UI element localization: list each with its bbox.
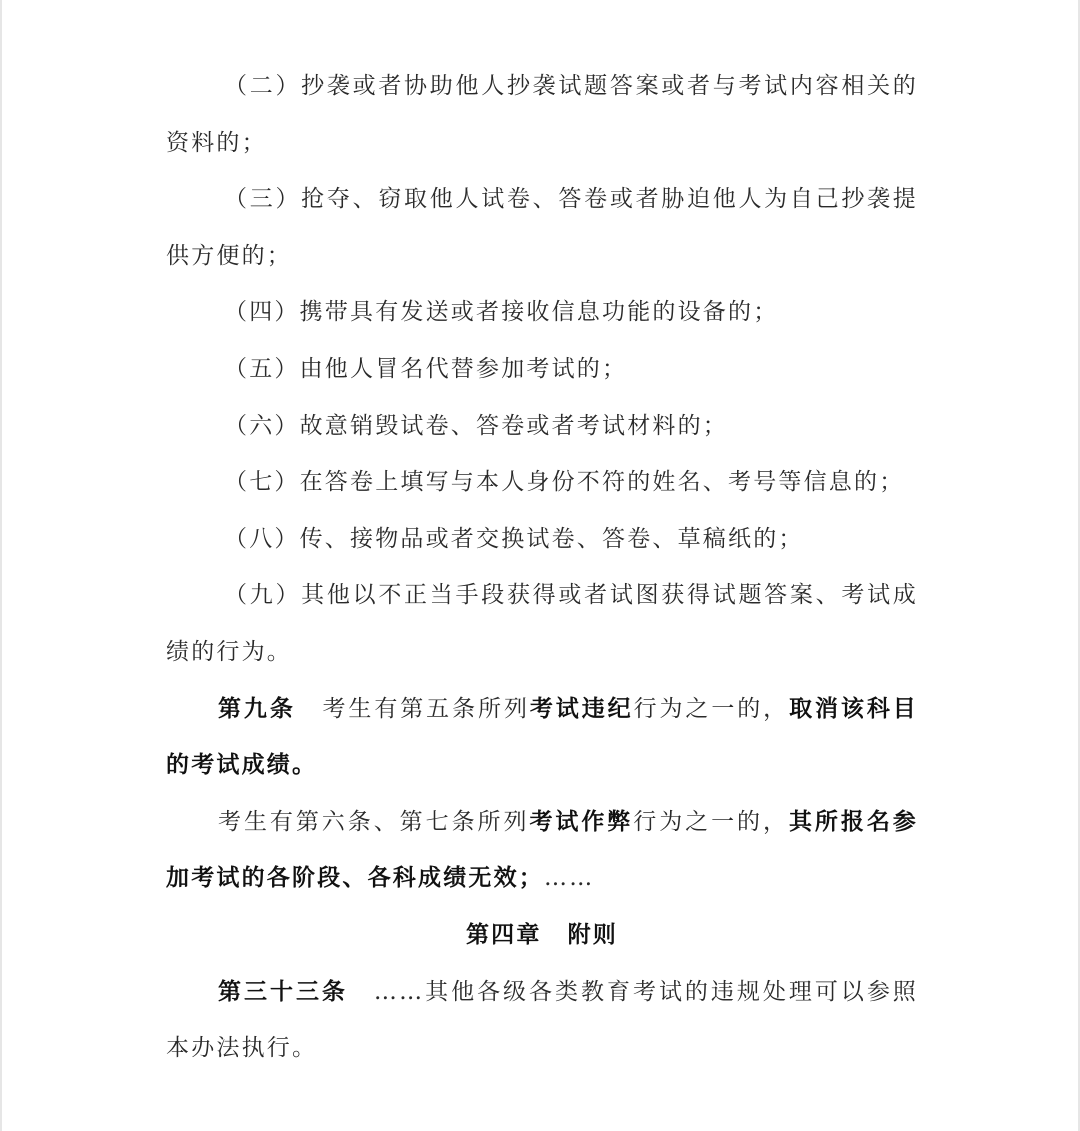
list-item: （八）传、接物品或者交换试卷、答卷、草稿纸的； [224,525,804,552]
article-9-emphasis-violation: 考试违纪 [529,694,634,722]
chapter-heading [166,907,918,964]
page-left-edge [0,0,2,1131]
article-9-p2-text-c: 行为之一的， [633,808,789,835]
list-item: （七）在答卷上填写与本人身份不符的姓名、考号等信息的； [224,469,905,496]
article-9-p2-text-a: 考生有第六条、第七条所列 [218,808,530,835]
list-item: （二）抄袭或者协助他人抄袭试题答案或者与考试内容相关的资料的； [166,73,918,156]
list-item: （九）其他以不正当手段获得或者试图获得试题答案、考试成绩的行为。 [166,582,918,665]
article-9-text-c: 行为之一的， [633,695,790,722]
article-33-text: ……其他各级各类教育考试的违规处理可以参照本办法执行。 [166,978,919,1062]
article-9-ellipsis: …… [544,865,595,892]
article-33-paragraph [166,964,918,1077]
chapter-title: 附则 [567,920,618,948]
article-9-paragraph-2 [166,794,918,907]
article-9-emphasis-cheating: 考试作弊 [529,807,634,835]
list-item: （三）抢夺、窃取他人试卷、答卷或者胁迫他人为自己抄袭提供方便的； [166,186,918,269]
article-9-title: 第九条 [218,694,296,722]
article-9-paragraph-1 [166,681,918,794]
article-9-text-a: 考生有第五条所列 [321,695,530,722]
list-item: （四）携带具有发送或者接收信息功能的设备的； [224,299,779,326]
article-33-title: 第三十三条 [218,977,348,1005]
chapter-number: 第四章 [465,920,542,948]
article-9-emphasis-cancel: 取消该科目的考试成绩。 [166,694,918,779]
document-body [166,58,918,1077]
article-9-emphasis-invalid: 其所报名参加考试的各阶段、各科成绩无效； [166,807,918,892]
list-item: （六）故意销毁试卷、答卷或者考试材料的； [224,412,728,439]
list-item: （五）由他人冒名代替参加考试的； [224,355,628,382]
